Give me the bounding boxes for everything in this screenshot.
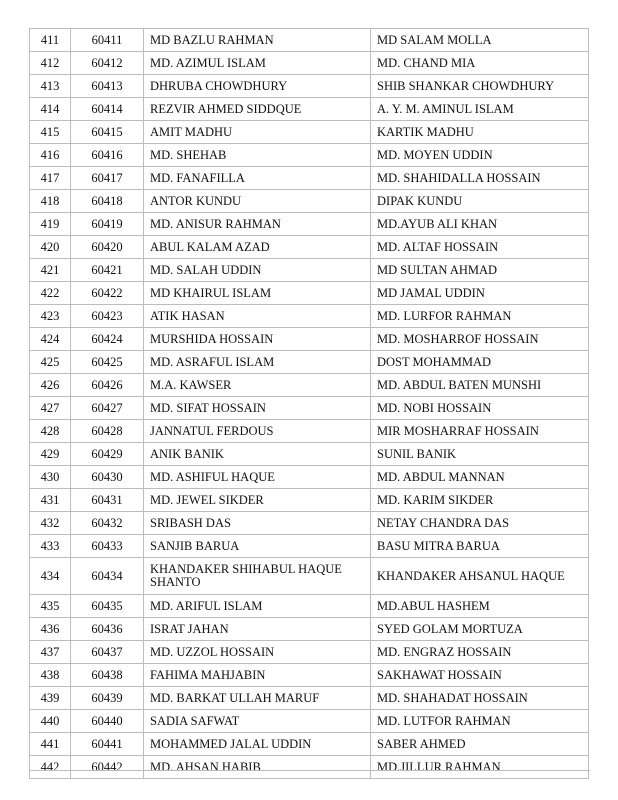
candidate-name-cell: ATIK HASAN (144, 305, 371, 328)
father-name-cell: MD. LUTFOR RAHMAN (371, 710, 589, 733)
candidate-name-cell: ANIK BANIK (144, 443, 371, 466)
roll-number-cell: 60441 (71, 733, 144, 756)
serial-number-cell: 412 (30, 52, 71, 75)
table-row (30, 420, 589, 443)
candidate-name-cell: MD. SALAH UDDIN (144, 259, 371, 282)
candidate-name-cell: ISRAT JAHAN (144, 618, 371, 641)
serial-number-cell: 417 (30, 167, 71, 190)
roll-number-cell: 60425 (71, 351, 144, 374)
serial-number-cell: 427 (30, 397, 71, 420)
candidate-name-cell: JANNATUL FERDOUS (144, 420, 371, 443)
father-name-cell: MD.ABUL HASHEM (371, 595, 589, 618)
serial-number-cell: 438 (30, 664, 71, 687)
candidate-name-cell: MD. UZZOL HOSSAIN (144, 641, 371, 664)
father-name-cell: MD JAMAL UDDIN (371, 282, 589, 305)
table-row (30, 756, 589, 779)
roll-number-cell: 60412 (71, 52, 144, 75)
table-row (30, 710, 589, 733)
serial-number-cell: 426 (30, 374, 71, 397)
father-name-cell: MD. MOYEN UDDIN (371, 144, 589, 167)
candidate-name-cell: ABUL KALAM AZAD (144, 236, 371, 259)
table-row (30, 733, 589, 756)
roll-number-cell: 60434 (71, 558, 144, 595)
serial-number-cell: 430 (30, 466, 71, 489)
table-row (30, 687, 589, 710)
father-name-cell: MD. MOSHARROF HOSSAIN (371, 328, 589, 351)
serial-number-cell: 441 (30, 733, 71, 756)
table-row (30, 466, 589, 489)
serial-number-cell: 429 (30, 443, 71, 466)
serial-number-cell: 442 (30, 756, 71, 779)
table-bottom-divider (29, 770, 590, 771)
candidate-name-cell: FAHIMA MAHJABIN (144, 664, 371, 687)
candidate-name-cell: MOHAMMED JALAL UDDIN (144, 733, 371, 756)
candidate-name-cell: MD. BARKAT ULLAH MARUF (144, 687, 371, 710)
candidate-name-cell: SADIA SAFWAT (144, 710, 371, 733)
table-row (30, 558, 589, 595)
table-row (30, 213, 589, 236)
candidate-name-cell: MD. FANAFILLA (144, 167, 371, 190)
roll-number-cell: 60422 (71, 282, 144, 305)
table-row (30, 374, 589, 397)
roll-number-cell: 60417 (71, 167, 144, 190)
serial-number-cell: 414 (30, 98, 71, 121)
candidate-name-cell: MD. SHEHAB (144, 144, 371, 167)
father-name-cell: SAKHAWAT HOSSAIN (371, 664, 589, 687)
serial-number-cell: 439 (30, 687, 71, 710)
table-row (30, 641, 589, 664)
roll-number-cell: 60439 (71, 687, 144, 710)
table-row (30, 52, 589, 75)
serial-number-cell: 421 (30, 259, 71, 282)
father-name-cell: MD. ALTAF HOSSAIN (371, 236, 589, 259)
table-row (30, 236, 589, 259)
roll-number-cell: 60431 (71, 489, 144, 512)
roster-table (29, 28, 589, 779)
father-name-cell: MD. ABDUL BATEN MUNSHI (371, 374, 589, 397)
roll-number-cell: 60428 (71, 420, 144, 443)
serial-number-cell: 435 (30, 595, 71, 618)
father-name-cell: DOST MOHAMMAD (371, 351, 589, 374)
father-name-cell: MD SULTAN AHMAD (371, 259, 589, 282)
roll-number-cell: 60414 (71, 98, 144, 121)
table-row (30, 305, 589, 328)
father-name-cell: NETAY CHANDRA DAS (371, 512, 589, 535)
candidate-name-cell: MD. ANISUR RAHMAN (144, 213, 371, 236)
serial-number-cell: 424 (30, 328, 71, 351)
roll-number-cell: 60411 (71, 29, 144, 52)
table-row (30, 75, 589, 98)
father-name-cell: SHIB SHANKAR CHOWDHURY (371, 75, 589, 98)
serial-number-cell: 422 (30, 282, 71, 305)
table-row (30, 190, 589, 213)
roll-number-cell: 60416 (71, 144, 144, 167)
table-row (30, 282, 589, 305)
father-name-cell: SUNIL BANIK (371, 443, 589, 466)
roll-number-cell: 60423 (71, 305, 144, 328)
roll-number-cell: 60437 (71, 641, 144, 664)
serial-number-cell: 432 (30, 512, 71, 535)
candidate-name-cell: AMIT MADHU (144, 121, 371, 144)
father-name-cell: MD. SHAHADAT HOSSAIN (371, 687, 589, 710)
father-name-cell: BASU MITRA BARUA (371, 535, 589, 558)
roll-number-cell: 60435 (71, 595, 144, 618)
candidate-name-cell: MD. AZIMUL ISLAM (144, 52, 371, 75)
table-row (30, 98, 589, 121)
serial-number-cell: 423 (30, 305, 71, 328)
father-name-cell: MD. KARIM SIKDER (371, 489, 589, 512)
roll-number-cell: 60438 (71, 664, 144, 687)
roll-number-cell: 60418 (71, 190, 144, 213)
serial-number-cell: 437 (30, 641, 71, 664)
serial-number-cell: 418 (30, 190, 71, 213)
serial-number-cell: 415 (30, 121, 71, 144)
candidate-name-cell: KHANDAKER SHIHABUL HAQUE SHANTO (144, 558, 371, 595)
candidate-name-cell: MD. JEWEL SIKDER (144, 489, 371, 512)
candidate-name-cell: DHRUBA CHOWDHURY (144, 75, 371, 98)
father-name-cell: SYED GOLAM MORTUZA (371, 618, 589, 641)
candidate-name-cell: SANJIB BARUA (144, 535, 371, 558)
roll-number-cell: 60415 (71, 121, 144, 144)
roll-number-cell: 60429 (71, 443, 144, 466)
candidate-name-cell: MD. ARIFUL ISLAM (144, 595, 371, 618)
father-name-cell: MD.AYUB ALI KHAN (371, 213, 589, 236)
father-name-cell: DIPAK KUNDU (371, 190, 589, 213)
roll-number-cell: 60424 (71, 328, 144, 351)
serial-number-cell: 416 (30, 144, 71, 167)
father-name-cell: MIR MOSHARRAF HOSSAIN (371, 420, 589, 443)
serial-number-cell: 440 (30, 710, 71, 733)
father-name-cell: A. Y. M. AMINUL ISLAM (371, 98, 589, 121)
roll-number-cell: 60419 (71, 213, 144, 236)
roll-number-cell: 60426 (71, 374, 144, 397)
father-name-cell: MD. NOBI HOSSAIN (371, 397, 589, 420)
table-row (30, 664, 589, 687)
candidate-name-cell: MD. ASRAFUL ISLAM (144, 351, 371, 374)
father-name-cell: MD. ENGRAZ HOSSAIN (371, 641, 589, 664)
roll-number-cell: 60436 (71, 618, 144, 641)
candidate-name-cell: SRIBASH DAS (144, 512, 371, 535)
serial-number-cell: 425 (30, 351, 71, 374)
candidate-name-cell: MD. SIFAT HOSSAIN (144, 397, 371, 420)
father-name-cell: MD. ABDUL MANNAN (371, 466, 589, 489)
roll-number-cell: 60421 (71, 259, 144, 282)
roll-number-cell: 60433 (71, 535, 144, 558)
serial-number-cell: 431 (30, 489, 71, 512)
father-name-cell: SABER AHMED (371, 733, 589, 756)
father-name-cell: MD. LURFOR RAHMAN (371, 305, 589, 328)
serial-number-cell: 413 (30, 75, 71, 98)
father-name-cell: KARTIK MADHU (371, 121, 589, 144)
candidate-name-cell: MD BAZLU RAHMAN (144, 29, 371, 52)
candidate-name-cell: MD. AHSAN HABIB (144, 756, 371, 779)
serial-number-cell: 420 (30, 236, 71, 259)
roster-body (30, 29, 589, 779)
table-row (30, 29, 589, 52)
table-row (30, 443, 589, 466)
candidate-name-cell: M.A. KAWSER (144, 374, 371, 397)
table-row (30, 259, 589, 282)
roll-number-cell: 60440 (71, 710, 144, 733)
roll-number-cell: 60413 (71, 75, 144, 98)
candidate-name-cell: MD. ASHIFUL HAQUE (144, 466, 371, 489)
roll-number-cell: 60432 (71, 512, 144, 535)
serial-number-cell: 434 (30, 558, 71, 595)
father-name-cell: MD. SHAHIDALLA HOSSAIN (371, 167, 589, 190)
table-row (30, 489, 589, 512)
father-name-cell: KHANDAKER AHSANUL HAQUE (371, 558, 589, 595)
table-row (30, 595, 589, 618)
roll-number-cell: 60442 (71, 756, 144, 779)
father-name-cell: MD SALAM MOLLA (371, 29, 589, 52)
roll-number-cell: 60427 (71, 397, 144, 420)
serial-number-cell: 428 (30, 420, 71, 443)
serial-number-cell: 436 (30, 618, 71, 641)
candidate-name-cell: MD KHAIRUL ISLAM (144, 282, 371, 305)
roll-number-cell: 60420 (71, 236, 144, 259)
serial-number-cell: 419 (30, 213, 71, 236)
table-row (30, 618, 589, 641)
candidate-name-cell: MURSHIDA HOSSAIN (144, 328, 371, 351)
candidate-name-cell: REZVIR AHMED SIDDQUE (144, 98, 371, 121)
candidate-name-cell: ANTOR KUNDU (144, 190, 371, 213)
table-row (30, 328, 589, 351)
table-row (30, 512, 589, 535)
roll-number-cell: 60430 (71, 466, 144, 489)
father-name-cell: MD.JILLUR RAHMAN (371, 756, 589, 779)
table-row (30, 144, 589, 167)
table-row (30, 351, 589, 374)
table-row (30, 535, 589, 558)
table-row (30, 167, 589, 190)
table-row (30, 121, 589, 144)
father-name-cell: MD. CHAND MIA (371, 52, 589, 75)
serial-number-cell: 433 (30, 535, 71, 558)
table-row (30, 397, 589, 420)
serial-number-cell: 411 (30, 29, 71, 52)
